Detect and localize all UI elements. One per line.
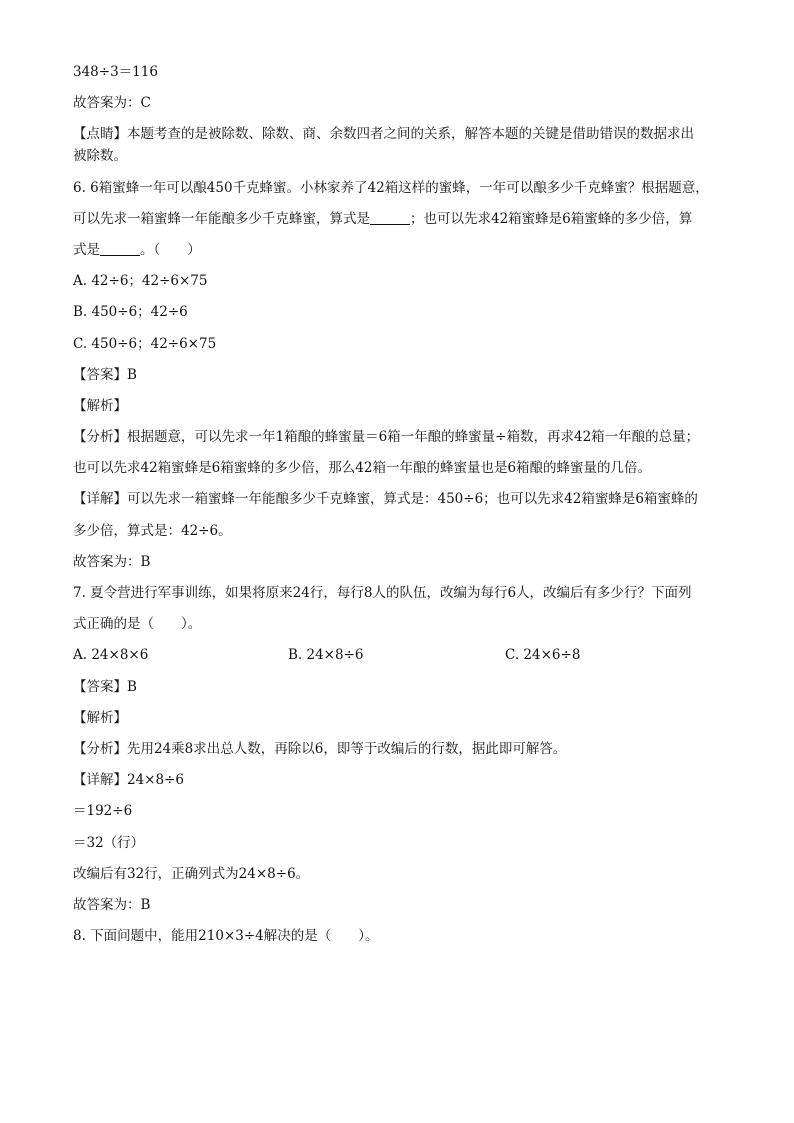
option-a: A. 42÷6；42÷6×75 (73, 273, 208, 290)
option-a: A. 24×8×6 (73, 647, 149, 664)
text-line: 被除数。 (73, 148, 127, 165)
detail-text: 【详解】可以先求一箱蜜蜂一年能酿多少千克蜂蜜，算式是：450÷6；也可以先求42箱蜜蜂是6箱蜜蜂的 (73, 491, 698, 508)
option-c: C. 24×6÷8 (505, 647, 581, 664)
answer-label: 【答案】B (73, 678, 137, 695)
option-b: B. 450÷6；42÷6 (73, 304, 188, 321)
detail-text: 多少倍，算式是：42÷6。 (73, 522, 232, 539)
analysis-text: 【分析】先用24乘8求出总人数，再除以6，即等于改编后的行数，据此即可解答。 (73, 740, 567, 757)
question-7-stem-cont: 式正确的是（ ）。 (73, 616, 202, 633)
question-6-stem-end (73, 240, 733, 271)
option-c: C. 450÷6；42÷6×75 (73, 335, 217, 352)
analysis-label: 【解析】 (73, 709, 127, 726)
answer-blank (100, 241, 140, 256)
text-segment: 可以先求一箱蜜蜂一年能酿多少千克蜂蜜，算式是 (73, 210, 370, 227)
text-segment: ；也可以先求42箱蜜蜂是6箱蜜蜂的多少倍，算 (410, 210, 693, 227)
analysis-label: 【解析】 (73, 397, 127, 414)
question-7-stem: 7. 夏令营进行军事训练，如果将原来24行，每行8人的队伍，改编为每行6人，改编后有多少行？下面列 (73, 585, 692, 601)
text-segment: 。（ ） (140, 241, 201, 258)
question-8-stem: 8. 下面问题中，能用210×3÷4解决的是（ ）。 (73, 928, 379, 945)
final-answer: 故答案为：B (73, 896, 151, 913)
calculation-step: ＝192÷6 (73, 803, 133, 820)
conclusion-text: 改编后有32行，正确列式为24×8÷6。 (73, 865, 310, 882)
text-line: 348÷3＝116 (73, 64, 158, 80)
answer-blank (370, 210, 410, 225)
question-7-options (73, 645, 733, 676)
text-segment: 式是 (73, 241, 100, 258)
calculation-step: ＝32（行） (73, 834, 145, 851)
question-6-stem: 6. 6箱蜜蜂一年可以酿450千克蜂蜜。小林家养了42箱这样的蜜蜂，一年可以酿多少千克蜂蜜？根据题意， (73, 179, 709, 196)
analysis-text: 【分析】根据题意，可以先求一年1箱酿的蜂蜜量＝6箱一年酿的蜂蜜量÷箱数，再求42箱一年酿的总量； (73, 429, 700, 446)
document-page (73, 62, 733, 957)
text-line: 故答案为：C (73, 95, 151, 112)
detail-text: 【详解】24×8÷6 (73, 772, 184, 789)
analysis-text: 也可以先求42箱蜜蜂是6箱蜜蜂的多少倍，那么42箱一年酿的蜂蜜量也是6箱酿的蜂蜜量的几倍。 (73, 460, 652, 477)
text-line: 【点睛】本题考查的是被除数、除数、商、余数四者之间的关系，解答本题的关键是借助错误的数据求出 (73, 126, 694, 143)
option-b: B. 24×8÷6 (288, 647, 364, 664)
question-6-stem-cont (73, 209, 733, 240)
answer-label: 【答案】B (73, 366, 137, 383)
final-answer: 故答案为：B (73, 553, 151, 570)
